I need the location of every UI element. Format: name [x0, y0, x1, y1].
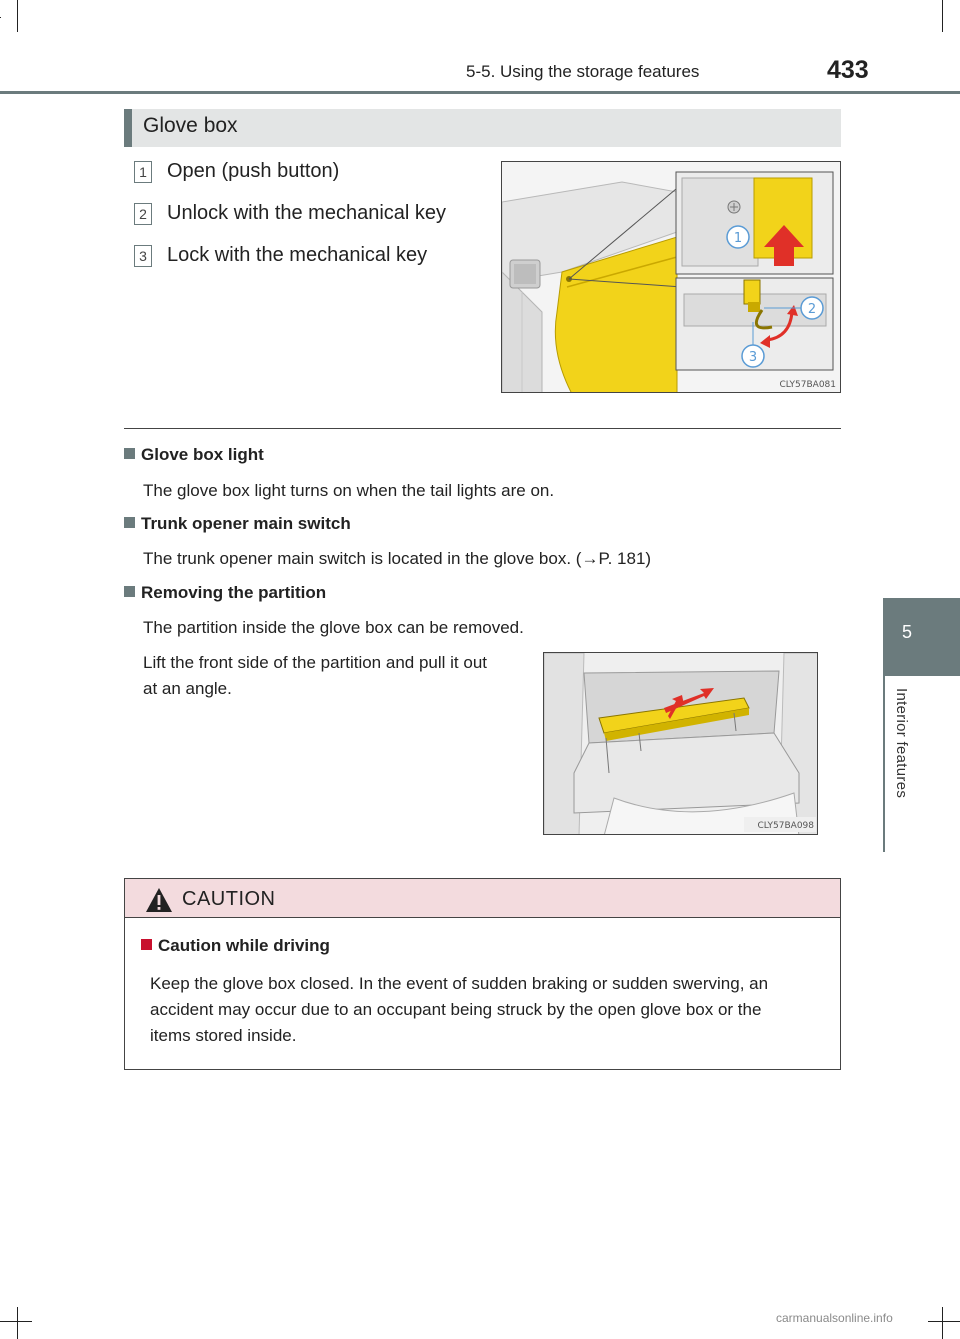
item-number-badge: 1: [134, 161, 152, 183]
crop-mark-top-left-h: [0, 17, 1, 18]
caution-title: CAUTION: [182, 888, 276, 910]
bullet-square-icon: [124, 586, 135, 597]
watermark: carmanualsonline.info: [776, 1311, 893, 1325]
item-text: Unlock with the mechanical key: [167, 202, 447, 224]
caution-header: [125, 879, 840, 918]
item-text: Open (push button): [167, 160, 340, 182]
crop-mark-bottom-right-v: [942, 1307, 943, 1339]
crop-mark-top-right-v: [942, 0, 943, 32]
bullet-square-icon: [141, 939, 152, 950]
section-divider: [124, 428, 841, 429]
note-text: The partition inside the glove box can be removed.: [143, 618, 524, 637]
crop-mark-top-left-v: [17, 0, 18, 32]
callout-2: 2: [807, 302, 817, 317]
partition-removal-illustration: [543, 652, 818, 835]
page-number: 433: [827, 56, 869, 84]
chapter-tab-number: 5: [901, 622, 912, 642]
crop-mark-bottom-left-h: [0, 1321, 32, 1322]
partition-instruction-line1: Lift the front side of the partition and pull it out: [143, 653, 487, 672]
figure-code-2: CLY57BA098: [757, 821, 814, 831]
bullet-square-icon: [124, 517, 135, 528]
caution-box: [124, 878, 841, 1070]
chapter-section-title: 5-5. Using the storage features: [466, 62, 700, 81]
note-heading: Removing the partition: [124, 583, 326, 603]
bullet-square-icon: [124, 448, 135, 459]
note-heading: Glove box light: [124, 445, 264, 465]
callout-3: 3: [748, 350, 758, 365]
chapter-tab-rule: [883, 676, 885, 852]
list-item: [134, 202, 446, 225]
caution-line: Keep the glove box closed. In the event of sudden braking or sudden swerving, an: [150, 974, 769, 993]
caution-line: accident may occur due to an occupant being struck by the open glove box or the: [150, 1000, 762, 1019]
crop-mark-bottom-right-h: [928, 1321, 960, 1322]
note-heading: Trunk opener main switch: [124, 514, 351, 534]
figure-code: CLY57BA081: [779, 380, 836, 390]
warning-triangle-icon: [145, 887, 173, 913]
header-rule: [0, 91, 960, 94]
note-text: The glove box light turns on when the tail lights are on.: [143, 481, 555, 500]
item-text: Lock with the mechanical key: [167, 244, 428, 266]
list-item: [134, 244, 427, 267]
section-title: Glove box: [143, 114, 238, 137]
item-number-badge: 2: [134, 203, 152, 225]
glove-box-illustration: [501, 161, 841, 393]
list-item: [134, 160, 339, 183]
caution-heading: Caution while driving: [141, 936, 330, 956]
caution-text: [150, 971, 830, 1049]
callout-1: 1: [733, 231, 743, 246]
caution-line: items stored inside.: [150, 1026, 297, 1045]
chapter-tab-title: Interior features: [893, 688, 910, 799]
crop-mark-bottom-left-v: [17, 1307, 18, 1339]
chapter-tab: [883, 598, 960, 676]
note-text: The trunk opener main switch is located in the glove box. (→P. 181): [143, 549, 652, 568]
partition-instruction-line2: at an angle.: [143, 679, 232, 698]
item-number-badge: 3: [134, 245, 152, 267]
